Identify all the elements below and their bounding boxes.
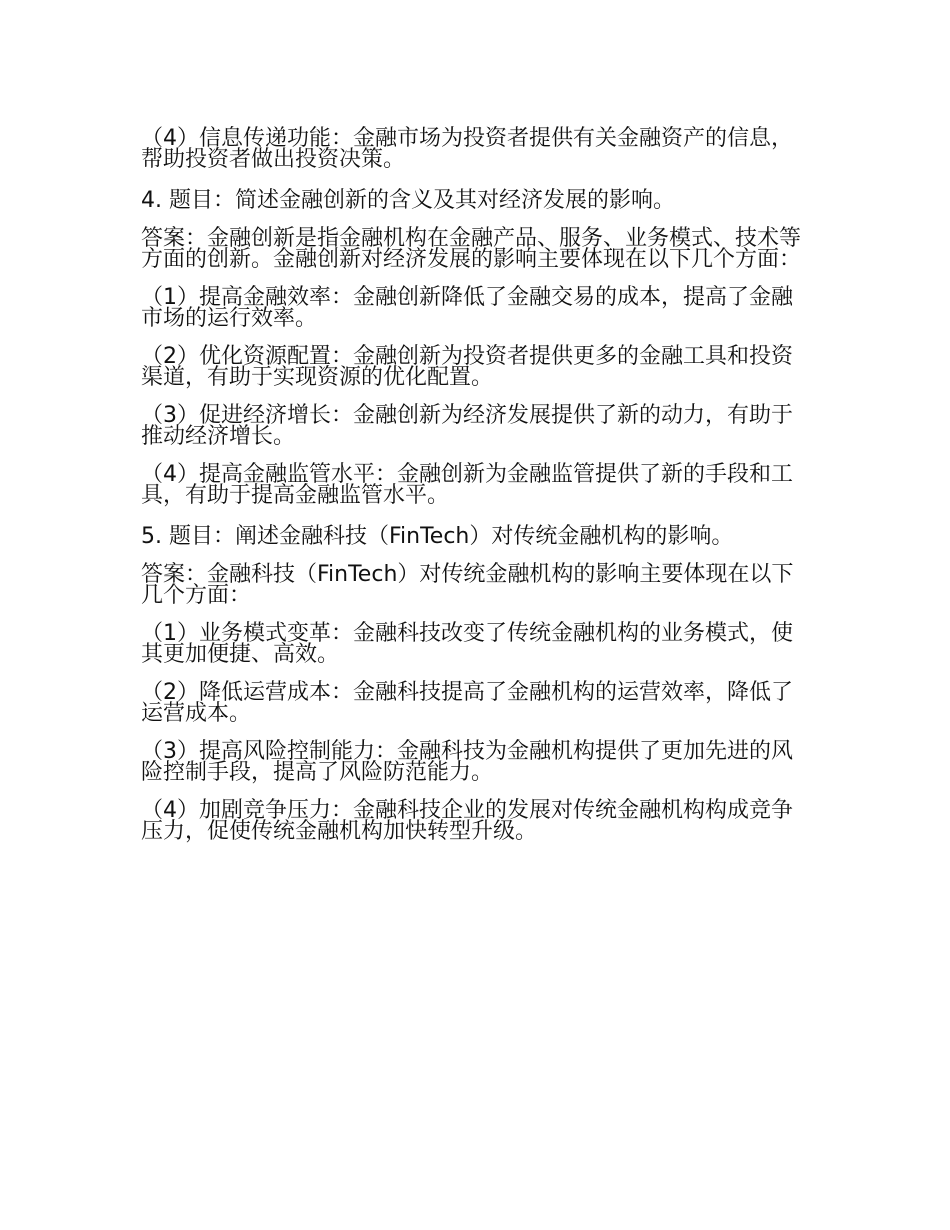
document-body — [141, 128, 813, 859]
answer-5-intro: 答案：金融科技（FinTech）对传统金融机构的影响主要体现在以下几个方面： — [141, 562, 794, 608]
question-4-title: 4. 题目：简述金融创新的含义及其对经济发展的影响。 — [141, 188, 675, 213]
answer-5-item-1: （1）业务模式变革：金融科技改变了传统金融机构的业务模式，使其更加便捷、高效。 — [141, 621, 793, 667]
answer-4-item-3: （3）促进经济增长：金融创新为经济发展提供了新的动力，有助于推动经济增长。 — [141, 403, 793, 449]
paragraph-item-info-transfer: （4）信息传递功能：金融市场为投资者提供有关金融资产的信息，帮助投资者做出投资决策。 — [141, 126, 793, 172]
answer-5-item-4: （4）加剧竞争压力：金融科技企业的发展对传统金融机构构成竞争压力，促使传统金融机构加快转型升级。 — [141, 798, 793, 844]
answer-5-item-2: （2）降低运营成本：金融科技提高了金融机构的运营效率，降低了运营成本。 — [141, 680, 793, 726]
answer-5-item-3: （3）提高风险控制能力：金融科技为金融机构提供了更加先进的风险控制手段，提高了风险防范能力。 — [141, 739, 793, 785]
answer-4-item-1: （1）提高金融效率：金融创新降低了金融交易的成本，提高了金融市场的运行效率。 — [141, 285, 793, 331]
question-5-title: 5. 题目：阐述金融科技（FinTech）对传统金融机构的影响。 — [141, 524, 734, 549]
answer-4-intro: 答案：金融创新是指金融机构在金融产品、服务、业务模式、技术等方面的创新。金融创新对经济发展的影响主要体现在以下几个方面： — [141, 226, 802, 272]
answer-4-item-2: （2）优化资源配置：金融创新为投资者提供更多的金融工具和投资渠道，有助于实现资源的优化配置。 — [141, 344, 793, 390]
answer-4-item-4: （4）提高金融监管水平：金融创新为金融监管提供了新的手段和工具，有助于提高金融监管水平。 — [141, 462, 793, 508]
